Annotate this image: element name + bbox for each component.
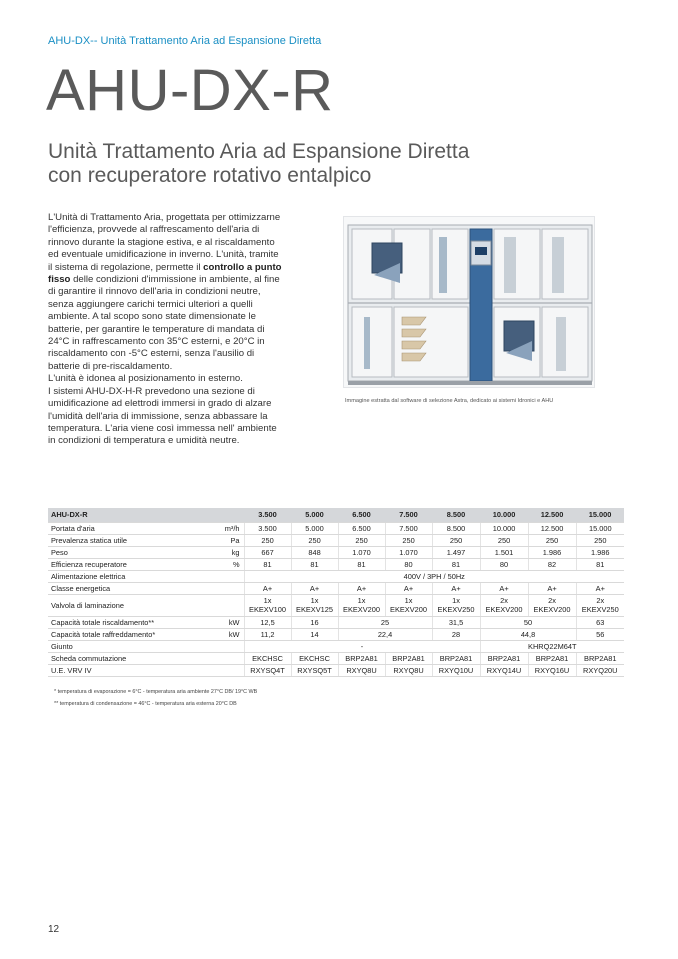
header-size: 12.500 bbox=[528, 508, 576, 522]
header-size: 10.000 bbox=[480, 508, 528, 522]
row-label: Portata d'aria bbox=[48, 522, 206, 534]
table-cell: A+ bbox=[432, 582, 480, 594]
table-cell: 7.500 bbox=[385, 522, 432, 534]
table-cell: RXYQ10U bbox=[432, 664, 480, 676]
table-cell: 81 bbox=[338, 558, 385, 570]
table-cell: BRP2A81 bbox=[528, 652, 576, 664]
table-cell: RXYQ16U bbox=[528, 664, 576, 676]
table-cell: A+ bbox=[480, 582, 528, 594]
row-label: Giunto bbox=[48, 640, 244, 652]
subtitle-line-2: con recuperatore rotativo entalpico bbox=[48, 164, 372, 187]
table-cell: 50 bbox=[480, 616, 576, 628]
valve-qty: 1x bbox=[404, 596, 413, 605]
table-cell: 25 bbox=[338, 616, 432, 628]
table-cell: BRP2A81 bbox=[385, 652, 432, 664]
table-cell: 81 bbox=[576, 558, 624, 570]
table-cell: 400V / 3PH / 50Hz bbox=[244, 570, 624, 582]
table-cell: 250 bbox=[576, 534, 624, 546]
table-cell: 250 bbox=[528, 534, 576, 546]
unit-illustration bbox=[343, 216, 595, 388]
valve-model: EKEXV200 bbox=[485, 605, 523, 614]
page-title: AHU-DX-R bbox=[46, 58, 334, 123]
table-cell: 14 bbox=[291, 628, 338, 640]
header-model: AHU-DX-R bbox=[48, 508, 244, 522]
row-label: Prevalenza statica utile bbox=[48, 534, 206, 546]
table-cell bbox=[480, 594, 528, 616]
table-cell: 667 bbox=[244, 546, 291, 558]
table-row-efficienza bbox=[48, 558, 624, 570]
table-row-classe bbox=[48, 582, 624, 594]
row-label: Valvola di laminazione bbox=[48, 594, 244, 616]
table-cell: 250 bbox=[291, 534, 338, 546]
table-cell: A+ bbox=[291, 582, 338, 594]
table-cell: 28 bbox=[432, 628, 480, 640]
table-cell: 250 bbox=[432, 534, 480, 546]
paragraph-1-bold: controllo a punto fisso bbox=[48, 261, 282, 286]
table-cell: 12.500 bbox=[528, 522, 576, 534]
paragraph-1-part-a: L'Unità di Trattamento Aria, progettata per ottimizzarne l'efficienza, provvede al raffrescamento dell'aria di rinnovo durante la stagione estiva, e al riscaldamento ed eventuale umidificazione in inverno. L'unità, tramite il sistema di regolazione, permette il bbox=[48, 212, 281, 273]
table-cell: 12,5 bbox=[244, 616, 291, 628]
table-cell: RXYSQ4T bbox=[244, 664, 291, 676]
table-cell: 80 bbox=[385, 558, 432, 570]
table-cell: 6.500 bbox=[338, 522, 385, 534]
table-cell: BRP2A81 bbox=[576, 652, 624, 664]
table-cell: 5.000 bbox=[291, 522, 338, 534]
table-cell bbox=[528, 594, 576, 616]
table-cell: 22,4 bbox=[338, 628, 432, 640]
paragraph-1 bbox=[48, 212, 284, 373]
table-cell: BRP2A81 bbox=[338, 652, 385, 664]
table-cell: 16 bbox=[291, 616, 338, 628]
row-unit: Pa bbox=[206, 534, 244, 546]
table-cell: 81 bbox=[432, 558, 480, 570]
table-cell: 63 bbox=[576, 616, 624, 628]
table-cell: 81 bbox=[291, 558, 338, 570]
row-unit: kW bbox=[206, 616, 244, 628]
table-cell bbox=[432, 594, 480, 616]
table-cell: 848 bbox=[291, 546, 338, 558]
row-label: Capacità totale riscaldamento** bbox=[48, 616, 206, 628]
valve-model: EKEXV200 bbox=[343, 605, 380, 614]
table-row-riscaldamento bbox=[48, 616, 624, 628]
table-cell: 81 bbox=[244, 558, 291, 570]
table-cell bbox=[244, 594, 291, 616]
row-label: Peso bbox=[48, 546, 206, 558]
footnote-1: * temperatura di evaporazione = 6°C - temperatura aria ambiente 27°C DB/ 19°C WB bbox=[54, 689, 258, 695]
valve-model: EKEXV200 bbox=[533, 605, 571, 614]
header-size: 8.500 bbox=[432, 508, 480, 522]
table-cell: RXYSQ5T bbox=[291, 664, 338, 676]
table-row-portata bbox=[48, 522, 624, 534]
valve-model: EKEXV250 bbox=[581, 605, 619, 614]
table-cell: A+ bbox=[576, 582, 624, 594]
valve-model: EKEXV250 bbox=[437, 605, 475, 614]
paragraph-1-part-b: delle condizioni d'immissione in ambiente, al fine di garantire il rinnovo dell'aria in condizioni neutre, senza aggiungere carichi termici ulteriori a quelli ambiente. A tal scopo sono state dimensionate le batterie, per garantire le temperature di mandata di 24°C in raffrescamento con 35°C esterni, e 20°C in riscaldamento con -5°C esterni, senza l'ausilio di batterie di pre-riscaldamento. bbox=[48, 274, 280, 372]
table-cell: 1.986 bbox=[528, 546, 576, 558]
row-label: Classe energetica bbox=[48, 582, 244, 594]
table-cell: 44,8 bbox=[480, 628, 576, 640]
table-cell: 56 bbox=[576, 628, 624, 640]
table-cell: A+ bbox=[244, 582, 291, 594]
header-size: 3.500 bbox=[244, 508, 291, 522]
table-cell: 250 bbox=[338, 534, 385, 546]
table-row-scheda bbox=[48, 652, 624, 664]
valve-model: EKEXV125 bbox=[296, 605, 333, 614]
valve-model: EKEXV100 bbox=[249, 605, 286, 614]
table-cell: 1.986 bbox=[576, 546, 624, 558]
row-unit: % bbox=[206, 558, 244, 570]
table-cell: 31,5 bbox=[432, 616, 480, 628]
row-unit: m³/h bbox=[206, 522, 244, 534]
table-cell: - bbox=[244, 640, 480, 652]
table-cell: RXYQ8U bbox=[385, 664, 432, 676]
table-row-peso bbox=[48, 546, 624, 558]
table-row-raffreddamento bbox=[48, 628, 624, 640]
table-cell: A+ bbox=[528, 582, 576, 594]
table-cell: 11,2 bbox=[244, 628, 291, 640]
table-cell: 250 bbox=[385, 534, 432, 546]
valve-qty: 2x bbox=[548, 596, 556, 605]
row-unit: kg bbox=[206, 546, 244, 558]
table-cell: BRP2A81 bbox=[480, 652, 528, 664]
table-cell: 1.070 bbox=[338, 546, 385, 558]
figure-caption: Immagine estratta dal software di selezione Astra, dedicato ai sistemi Idronici e AHU bbox=[345, 398, 554, 404]
page-number: 12 bbox=[48, 924, 60, 935]
page-subtitle bbox=[48, 140, 548, 188]
table-header-row bbox=[48, 508, 624, 522]
subtitle-line-1: Unità Trattamento Aria ad Espansione Diretta bbox=[48, 140, 470, 163]
table-cell: RXYQ20U bbox=[576, 664, 624, 676]
specifications-table bbox=[48, 508, 624, 677]
header-size: 5.000 bbox=[291, 508, 338, 522]
table-cell bbox=[338, 594, 385, 616]
table-cell bbox=[291, 594, 338, 616]
ahu-unit-drawing bbox=[344, 217, 596, 389]
table-cell bbox=[385, 594, 432, 616]
table-cell: 1.497 bbox=[432, 546, 480, 558]
table-cell: BRP2A81 bbox=[432, 652, 480, 664]
header-size: 6.500 bbox=[338, 508, 385, 522]
row-label: Scheda commutazione bbox=[48, 652, 244, 664]
footnotes bbox=[54, 686, 257, 710]
table-cell: 80 bbox=[480, 558, 528, 570]
table-cell: RXYQ14U bbox=[480, 664, 528, 676]
table-row-valvola bbox=[48, 594, 624, 616]
row-label: Efficienza recuperatore bbox=[48, 558, 206, 570]
valve-qty: 2x bbox=[500, 596, 508, 605]
table-cell: 10.000 bbox=[480, 522, 528, 534]
table-cell bbox=[576, 594, 624, 616]
row-label: Capacità totale raffreddamento* bbox=[48, 628, 206, 640]
table-cell: 3.500 bbox=[244, 522, 291, 534]
description-text bbox=[48, 212, 284, 448]
table-cell: 8.500 bbox=[432, 522, 480, 534]
paragraph-2: L'unità è idonea al posizionamento in esterno. bbox=[48, 373, 243, 385]
valve-model: EKEXV200 bbox=[390, 605, 427, 614]
row-unit: kW bbox=[206, 628, 244, 640]
table-cell: A+ bbox=[385, 582, 432, 594]
table-row-alimentazione bbox=[48, 570, 624, 582]
table-cell: 1.070 bbox=[385, 546, 432, 558]
section-header: AHU-DX-- Unità Trattamento Aria ad Espansione Diretta bbox=[48, 35, 322, 47]
table-row-giunto bbox=[48, 640, 624, 652]
paragraph-3: I sistemi AHU-DX-H-R prevedono una sezione di umidificazione ad elettrodi immersi in grado di alzare l'umidità dell'aria di immissione, senza abbassare la temperatura. L'aria viene così immessa nell' ambiente in condizioni di temperatura e umidità neutre. bbox=[48, 385, 277, 447]
valve-qty: 1x bbox=[263, 596, 272, 605]
header-size: 7.500 bbox=[385, 508, 432, 522]
row-label: U.E. VRV IV bbox=[48, 664, 244, 676]
footnote-2: ** temperatura di condensazione = 46°C - temperatura aria esterna 20°C DB bbox=[54, 701, 237, 707]
table-cell: 1.501 bbox=[480, 546, 528, 558]
table-row-ue bbox=[48, 664, 624, 676]
table-cell: RXYQ8U bbox=[338, 664, 385, 676]
table-cell: A+ bbox=[338, 582, 385, 594]
header-size: 15.000 bbox=[576, 508, 624, 522]
row-label: Alimentazione elettrica bbox=[48, 570, 244, 582]
table-cell: EKCHSC bbox=[244, 652, 291, 664]
valve-qty: 1x bbox=[452, 596, 460, 605]
valve-qty: 2x bbox=[596, 596, 605, 605]
table-cell: 82 bbox=[528, 558, 576, 570]
valve-qty: 1x bbox=[310, 596, 319, 605]
table-cell: 15.000 bbox=[576, 522, 624, 534]
table-cell: 250 bbox=[480, 534, 528, 546]
table-row-prevalenza bbox=[48, 534, 624, 546]
table-cell: EKCHSC bbox=[291, 652, 338, 664]
table-cell: KHRQ22M64T bbox=[480, 640, 624, 652]
valve-qty: 1x bbox=[357, 596, 366, 605]
table-cell: 250 bbox=[244, 534, 291, 546]
